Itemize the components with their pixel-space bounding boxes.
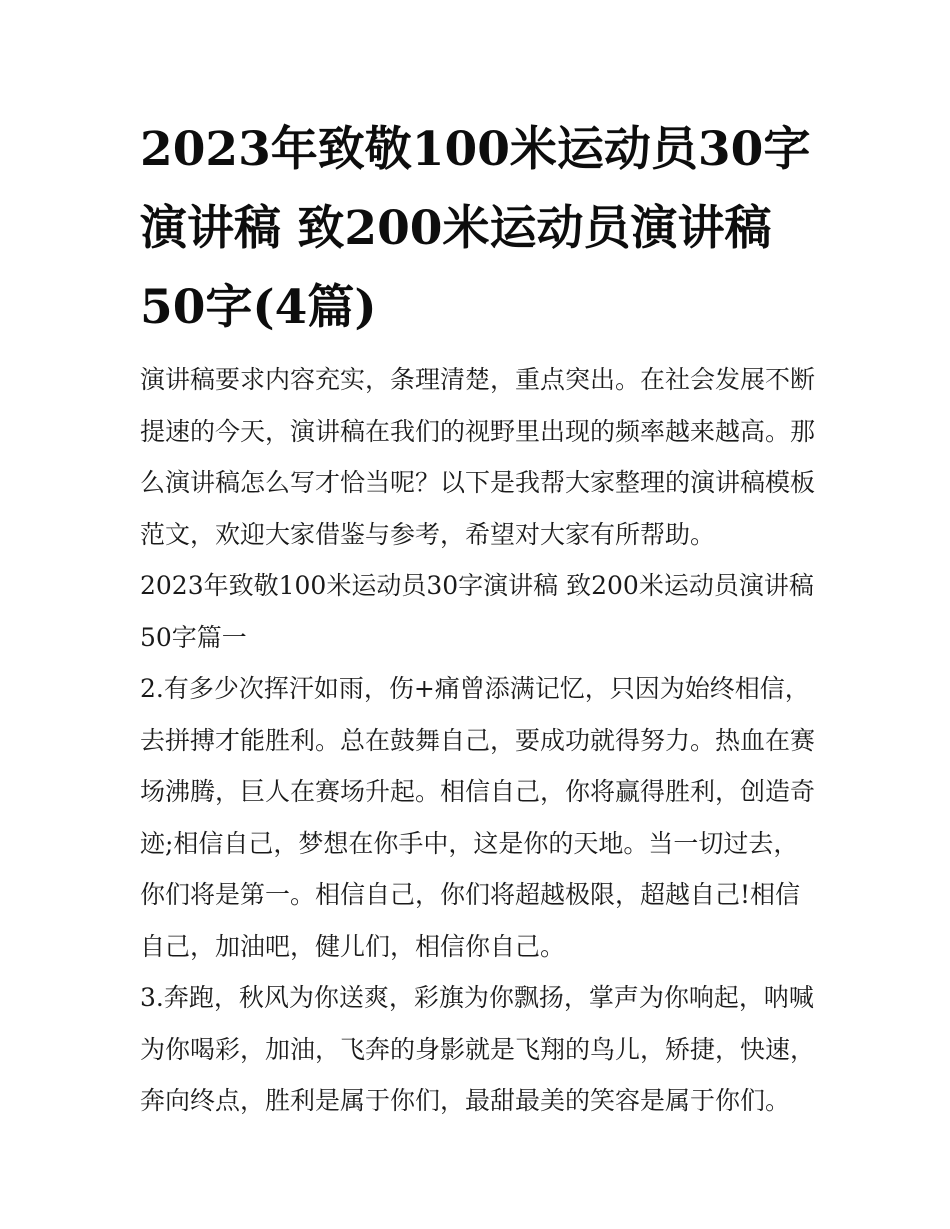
section-heading: 2023年致敬100米运动员30字演讲稿 致200米运动员演讲稿50字篇一 — [140, 571, 814, 652]
intro-paragraph: 演讲稿要求内容充实，条理清楚，重点突出。在社会发展不断提速的今天，演讲稿在我们的视野里出现的频率越来越高。那么演讲稿怎么写才恰当呢？以下是我帮大家整理的演讲稿模板范文，欢迎大家借鉴与参考，希望对大家有所帮助。 — [140, 365, 816, 549]
body-paragraph: 3.奔跑，秋风为你送爽，彩旗为你飘扬，掌声为你响起，呐喊为你喝彩，加油，飞奔的身影就是飞翔的鸟儿，矫捷，快速，奔向终点，胜利是属于你们，最甜最美的笑容是属于你们。 — [140, 983, 816, 1115]
document-body — [140, 354, 820, 1127]
body-paragraph: 2.有多少次挥汗如雨，伤+痛曾添满记忆，只因为始终相信，去拼搏才能胜利。总在鼓舞自己，要成功就得努力。热血在赛场沸腾，巨人在赛场升起。相信自己，你将赢得胜利，创造奇迹;相信自己，梦想在你手中，这是你的天地。当一切过去，你们将是第一。相信自己，你们将超越极限，超越自己!相信自己，加油吧，健儿们，相信你自己。 — [140, 674, 816, 961]
document-title: 2023年致敬100米运动员30字演讲稿 致200米运动员演讲稿50字(4篇) — [140, 122, 811, 335]
